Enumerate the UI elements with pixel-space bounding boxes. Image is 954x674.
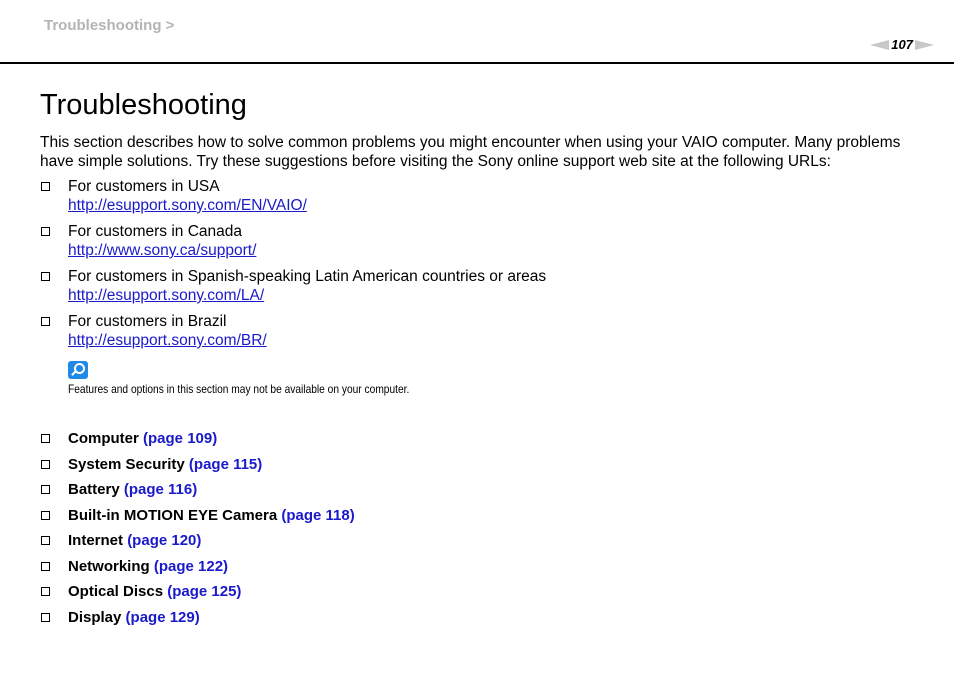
topic-page-link[interactable]: (page 129) — [125, 608, 200, 626]
support-site-link[interactable]: http://esupport.sony.com/LA/ — [68, 287, 265, 304]
checkbox-bullet-icon — [41, 182, 50, 191]
list-item — [40, 267, 920, 305]
checkbox-bullet-icon — [41, 272, 50, 281]
note-text: Features and options in this section may not be available on your computer. — [68, 382, 410, 396]
topic-label: Computer — [68, 430, 139, 447]
list-item — [40, 222, 920, 260]
support-site-label: For customers in Brazil — [68, 313, 227, 330]
topic-item — [40, 531, 355, 550]
topic-label: Built-in MOTION EYE Camera — [68, 506, 278, 524]
breadcrumb[interactable]: Troubleshooting > — [44, 17, 175, 34]
topic-list — [40, 429, 355, 633]
support-site-label: For customers in Canada — [68, 223, 243, 240]
topic-item — [40, 608, 355, 627]
topic-page-link[interactable]: (page 116) — [123, 481, 198, 498]
topic-page-link[interactable]: (page 122) — [153, 557, 229, 575]
support-site-label: For customers in Spanish-speaking Latin American countries or areas — [68, 268, 547, 285]
checkbox-bullet-icon — [41, 227, 50, 236]
topic-page-link[interactable]: (page 109) — [143, 430, 218, 447]
support-site-list — [40, 177, 920, 357]
page-title: Troubleshooting — [40, 89, 247, 121]
topic-page-link[interactable]: (page 118) — [281, 506, 355, 524]
topic-item — [40, 429, 355, 448]
topic-label: Networking — [68, 557, 150, 575]
checkbox-bullet-icon — [41, 485, 50, 494]
checkbox-bullet-icon — [41, 511, 50, 520]
intro-paragraph: This section describes how to solve common problems you might encounter when using your VAIO computer. Many problems have simple solutions. Try these suggestions before visiting the Sony online support web site at the following URLs: — [40, 134, 901, 170]
checkbox-bullet-icon — [41, 587, 50, 596]
magnifier-icon — [68, 361, 88, 379]
topic-item — [40, 455, 355, 474]
checkbox-bullet-icon — [41, 317, 50, 326]
list-item — [40, 312, 920, 350]
checkbox-bullet-icon — [41, 562, 50, 571]
page-number: 107 — [891, 37, 913, 52]
page-navigation — [870, 37, 934, 52]
topic-label: Internet — [68, 532, 124, 549]
support-site-label: For customers in USA — [68, 178, 220, 195]
list-item — [40, 177, 920, 215]
checkbox-bullet-icon — [41, 613, 50, 622]
topic-label: Display — [68, 608, 122, 626]
topic-page-link[interactable]: (page 115) — [188, 455, 263, 473]
topic-label: Battery — [68, 481, 120, 498]
support-site-link[interactable]: http://esupport.sony.com/BR/ — [68, 332, 267, 349]
next-page-arrow-icon[interactable] — [915, 40, 934, 50]
previous-page-arrow-icon[interactable] — [870, 40, 889, 50]
header-divider — [0, 62, 954, 64]
support-site-link[interactable]: http://www.sony.ca/support/ — [68, 242, 257, 259]
topic-page-link[interactable]: (page 125) — [167, 583, 242, 600]
topic-item — [40, 582, 355, 601]
topic-page-link[interactable]: (page 120) — [127, 532, 202, 549]
topic-label: Optical Discs — [68, 583, 164, 600]
topic-item — [40, 506, 355, 525]
checkbox-bullet-icon — [41, 460, 50, 469]
topic-item — [40, 557, 355, 576]
topic-label: System Security — [68, 455, 185, 473]
checkbox-bullet-icon — [41, 434, 50, 443]
topic-item — [40, 480, 355, 499]
note-box — [68, 361, 470, 396]
support-site-link[interactable]: http://esupport.sony.com/EN/VAIO/ — [68, 197, 307, 214]
checkbox-bullet-icon — [41, 536, 50, 545]
